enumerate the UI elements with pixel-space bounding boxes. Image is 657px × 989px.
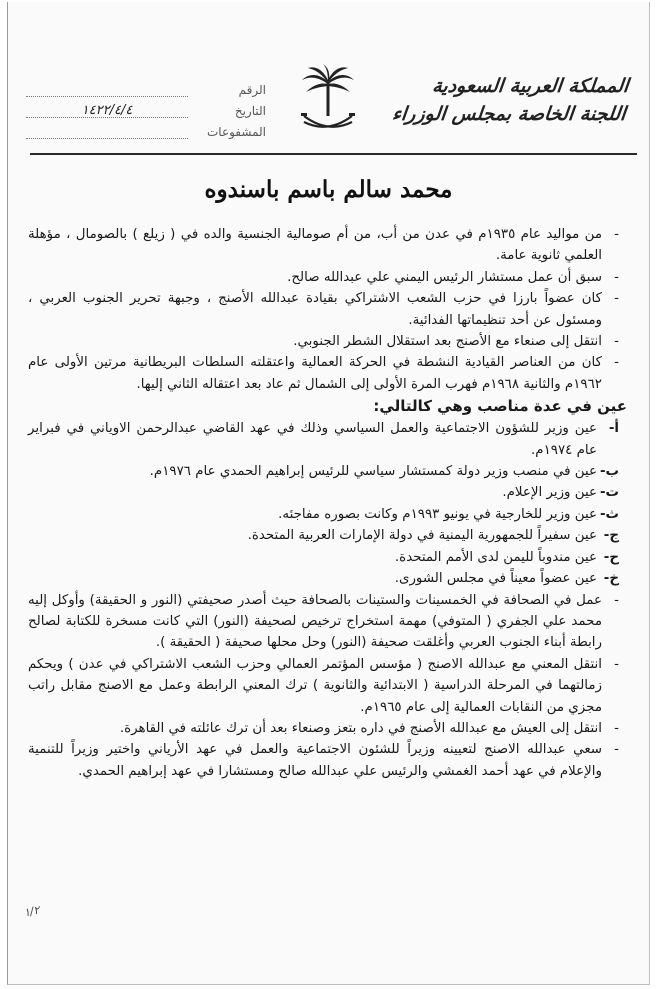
bullet-text: انتقل المعني مع عبدالله الاصنج ( مؤسس المؤتمر العمالي وحزب الشعب الاشتراكي في عدن ) ويحكم زمالتهما في المرحلة الدراسية ( الابتدائية والثانوية ) ترك المعني الرابطة وعمل مع الاصنج مقابل راتب مجزي من النقابات العمالية إلى عام ١٩٦٥م. bbox=[28, 656, 602, 715]
bullet-marker: - bbox=[614, 355, 619, 371]
position-marker: ث- bbox=[599, 506, 619, 522]
bullet-text: انتقل إلى صنعاء مع الأصنج بعد استقلال الشطر الجنوبي. bbox=[293, 334, 602, 350]
bullet-item bbox=[28, 331, 619, 352]
position-item bbox=[28, 504, 619, 525]
position-item bbox=[28, 568, 619, 589]
palm-and-crossed-swords-emblem-icon bbox=[298, 64, 358, 134]
bullet-item bbox=[28, 288, 619, 331]
bullet-text: كان عضواً بارزا في حزب الشعب الاشتراكي بقيادة عبدالله الأصنج ، وجبهة تحرير الجنوب العربي ، ومسئول عن أحد تنظيماتها الفدائية. bbox=[28, 291, 602, 328]
position-text: عين وزير للخارجية في يونيو ١٩٩٣م وكانت بصوره مفاجئه. bbox=[278, 506, 597, 522]
bullet-marker: - bbox=[614, 742, 619, 758]
reference-date-row bbox=[26, 97, 266, 118]
bullet-marker: - bbox=[614, 291, 619, 307]
bullet-text: سبق أن عمل مستشار الرئيس اليمني علي عبدالله صالح. bbox=[287, 269, 602, 285]
bullet-item bbox=[28, 718, 619, 739]
position-marker: ج- bbox=[603, 528, 619, 544]
positions-heading: عين في عدة مناصب وهي كالتالي: bbox=[373, 397, 627, 416]
attachments-row bbox=[26, 118, 266, 139]
letterhead-line-1: المملكة العربية السعودية bbox=[431, 75, 630, 97]
position-text: عين عضواً معيناً في مجلس الشورى. bbox=[394, 571, 597, 587]
date-value: ١٤٢٢/٤/٤ bbox=[26, 103, 188, 118]
document-page bbox=[7, 2, 650, 985]
bullet-marker: - bbox=[614, 592, 619, 608]
bullet-text: عمل في الصحافة في الخمسينات والستينات بالصحافة حيث أصدر صحيفتي (النور و الحقيقة) وأوكل إليه محمد علي الجفري ( المتوفي) مهمة استخراج ترخيص لصحيفة (النور) التي كانت مسخرة للكتابة لصالح رابطة أبناء الجنوب العربي وأغلقت صحيفة (النور) وحل محلها صحيفة ( الحقيقة ). bbox=[28, 592, 602, 651]
position-item bbox=[28, 482, 619, 503]
document-body bbox=[28, 224, 627, 782]
position-text: عين مندوباً لليمن لدى الأمم المتحدة. bbox=[394, 549, 597, 565]
bullet-text: من مواليد عام ١٩٣٥م في عدن من أب، من أم صومالية الجنسية والده في ( زيلع ) بالصومال ، مؤهلة العلمي ثانوية عامة. bbox=[28, 227, 602, 264]
position-marker: أ- bbox=[608, 421, 619, 437]
position-marker: ب- bbox=[599, 464, 619, 480]
bullet-marker: - bbox=[614, 656, 619, 672]
document-title: محمد سالم باسم باسندوه bbox=[204, 176, 453, 203]
bullet-text: انتقل إلى العيش مع عبدالله الأصنج في داره بتعز وصنعاء بعد أن ترك عائلته في القاهرة. bbox=[119, 720, 602, 736]
bullet-marker: - bbox=[614, 720, 619, 736]
number-value bbox=[26, 82, 188, 97]
position-item bbox=[28, 547, 619, 568]
bullet-item bbox=[28, 267, 619, 288]
letterhead-line-2: اللجنة الخاصة بمجلس الوزراء bbox=[391, 103, 627, 125]
bullet-item bbox=[28, 654, 619, 718]
number-label: الرقم bbox=[238, 83, 266, 97]
position-text: عين في منصب وزير دولة كمستشار سياسي للرئيس إبراهيم الحمدي عام ١٩٧٦م. bbox=[149, 464, 597, 480]
page-number: ١/٢ bbox=[22, 903, 41, 920]
position-marker: خ- bbox=[603, 571, 619, 587]
attachments-label: المشفوعات bbox=[206, 125, 266, 139]
position-text: عين وزير الإعلام. bbox=[502, 485, 597, 501]
bullet-marker: - bbox=[614, 227, 619, 242]
reference-number-row bbox=[26, 76, 266, 97]
bullet-marker: - bbox=[614, 334, 619, 350]
bullet-item bbox=[28, 590, 619, 654]
position-marker: ح- bbox=[603, 549, 619, 565]
position-item bbox=[28, 461, 619, 482]
position-item bbox=[28, 525, 619, 546]
letterhead bbox=[384, 72, 630, 128]
bullet-item bbox=[28, 352, 619, 395]
position-text: عين سفيراً للجمهورية اليمنية في دولة الإمارات العربية المتحدة. bbox=[247, 528, 597, 544]
bullet-text: سعي عبدالله الاصنج لتعيينه وزيراً للشئون الاجتماعية والعمل في عهد الأرياني واختير وزيراً للتنمية والإعلام في عهد أحمد الغمشي والرئيس علي عبدالله صالح ومستشارا في عهد إبراهيم الحمدي. bbox=[28, 742, 602, 779]
bullet-marker: - bbox=[614, 269, 619, 285]
reference-block bbox=[26, 76, 266, 139]
position-marker: ت- bbox=[599, 485, 619, 501]
attachments-value bbox=[26, 124, 188, 139]
date-label: التاريخ bbox=[234, 104, 266, 118]
header-divider bbox=[30, 153, 637, 155]
bullet-text: كان من العناصر القيادية النشطة في الحركة العمالية واعتقلته السلطات البريطانية مرتين الأولى عام ١٩٦٢م والثانية ١٩٦٨م فهرب المرة الأولى إلى الشمال ثم عاد بعد اعتقاله الثاني إليها. bbox=[28, 355, 602, 392]
position-item bbox=[28, 418, 619, 461]
bullet-item bbox=[28, 224, 619, 267]
bullet-item bbox=[28, 739, 619, 782]
position-text: عين وزير للشؤون الاجتماعية والعمل السياسي وذلك في عهد القاضي عبدالرحمن الاوياني في فبراير عام ١٩٧٤م. bbox=[28, 421, 597, 458]
